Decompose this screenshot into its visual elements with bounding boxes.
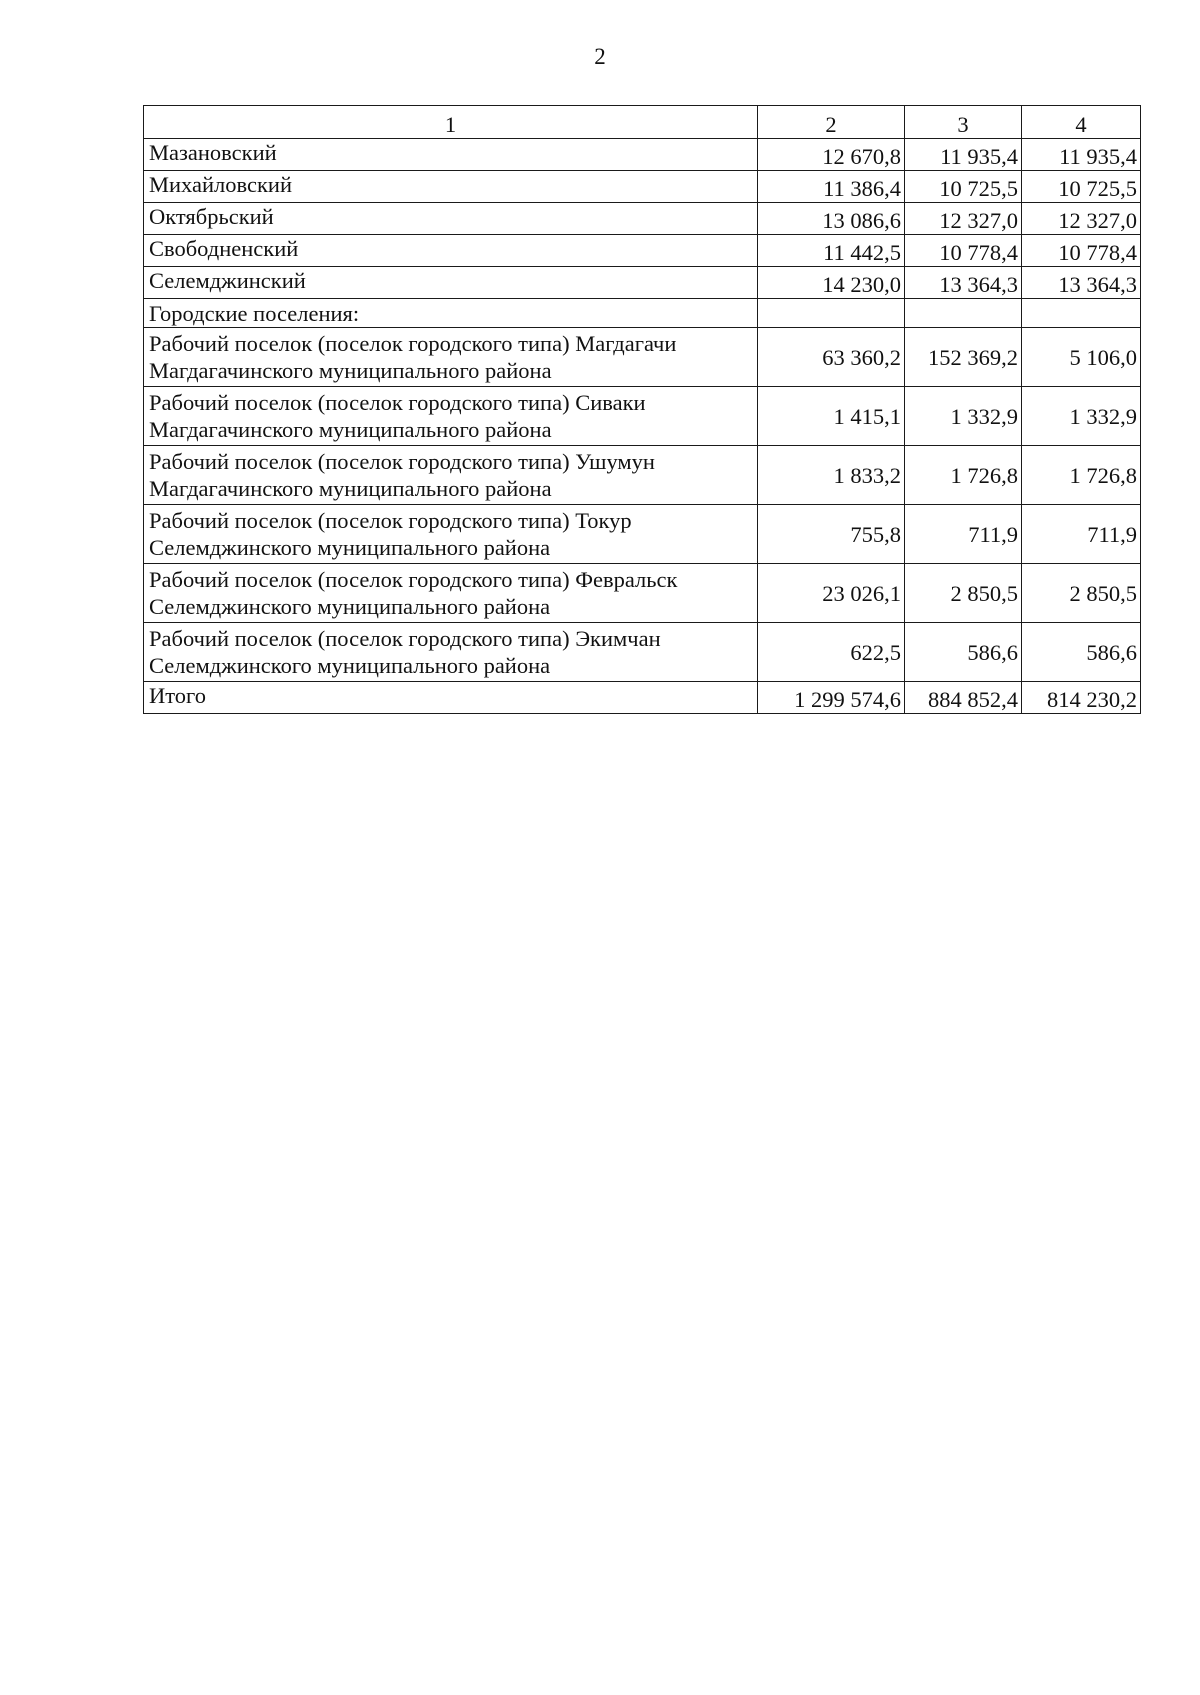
row-value-col3: 586,6	[905, 623, 1022, 682]
row-name-line1: Рабочий поселок (поселок городского типа) Ушумун	[149, 449, 655, 474]
row-value-col4: 586,6	[1022, 623, 1141, 682]
empty-cell	[905, 299, 1022, 328]
row-name: Свободненский	[144, 235, 758, 267]
group-label: Городские поселения:	[144, 299, 758, 328]
total-value-col2: 1 299 574,6	[758, 682, 905, 714]
row-value-col3: 152 369,2	[905, 328, 1022, 387]
column-header-3: 3	[905, 106, 1022, 139]
table-header-row	[144, 106, 1141, 139]
row-name: Михайловский	[144, 171, 758, 203]
total-value-col3: 884 852,4	[905, 682, 1022, 714]
row-value-col3: 12 327,0	[905, 203, 1022, 235]
table-row	[144, 505, 1141, 564]
row-value-col2: 12 670,8	[758, 139, 905, 171]
row-name	[144, 505, 758, 564]
empty-cell	[1022, 299, 1141, 328]
row-name: Мазановский	[144, 139, 758, 171]
row-name-line1: Рабочий поселок (поселок городского типа) Февральск	[149, 567, 678, 592]
table-row	[144, 235, 1141, 267]
row-value-col2: 622,5	[758, 623, 905, 682]
row-name-line2: Селемджинского муниципального района	[149, 594, 551, 619]
row-value-col3: 1 332,9	[905, 387, 1022, 446]
row-value-col2: 11 386,4	[758, 171, 905, 203]
row-name	[144, 328, 758, 387]
row-value-col4: 12 327,0	[1022, 203, 1141, 235]
row-name: Октябрьский	[144, 203, 758, 235]
row-name-line2: Магдагачинского муниципального района	[149, 417, 552, 442]
row-name-line1: Рабочий поселок (поселок городского типа) Сиваки	[149, 390, 646, 415]
row-name-line2: Магдагачинского муниципального района	[149, 358, 552, 383]
row-value-col3: 10 778,4	[905, 235, 1022, 267]
budget-table	[143, 105, 1141, 714]
row-name-line2: Селемджинского муниципального района	[149, 653, 551, 678]
row-value-col3: 13 364,3	[905, 267, 1022, 299]
row-name: Селемджинский	[144, 267, 758, 299]
row-value-col2: 1 833,2	[758, 446, 905, 505]
page-number: 2	[594, 44, 606, 69]
row-value-col2: 1 415,1	[758, 387, 905, 446]
row-value-col3: 10 725,5	[905, 171, 1022, 203]
row-value-col3: 2 850,5	[905, 564, 1022, 623]
table-row	[144, 623, 1141, 682]
table-row	[144, 564, 1141, 623]
row-value-col4: 11 935,4	[1022, 139, 1141, 171]
row-name-line2: Селемджинского муниципального района	[149, 535, 551, 560]
row-value-col2: 14 230,0	[758, 267, 905, 299]
row-name-line1: Рабочий поселок (поселок городского типа) Экимчан	[149, 626, 661, 651]
empty-cell	[758, 299, 905, 328]
total-row	[144, 682, 1141, 714]
row-value-col4: 13 364,3	[1022, 267, 1141, 299]
total-value-col4: 814 230,2	[1022, 682, 1141, 714]
row-value-col4: 5 106,0	[1022, 328, 1141, 387]
group-header-row	[144, 299, 1141, 328]
row-value-col4: 1 726,8	[1022, 446, 1141, 505]
column-header-1: 1	[144, 106, 758, 139]
table-row	[144, 139, 1141, 171]
row-value-col4: 10 725,5	[1022, 171, 1141, 203]
row-value-col4: 1 332,9	[1022, 387, 1141, 446]
row-value-col3: 11 935,4	[905, 139, 1022, 171]
row-value-col2: 11 442,5	[758, 235, 905, 267]
row-value-col3: 1 726,8	[905, 446, 1022, 505]
row-value-col2: 13 086,6	[758, 203, 905, 235]
table-row	[144, 328, 1141, 387]
row-value-col3: 711,9	[905, 505, 1022, 564]
row-value-col2: 755,8	[758, 505, 905, 564]
row-name-line1: Рабочий поселок (поселок городского типа) Магдагачи	[149, 331, 677, 356]
table-row	[144, 446, 1141, 505]
row-value-col2: 23 026,1	[758, 564, 905, 623]
row-name	[144, 446, 758, 505]
column-header-4: 4	[1022, 106, 1141, 139]
row-name-line1: Рабочий поселок (поселок городского типа) Токур	[149, 508, 632, 533]
total-label: Итого	[144, 682, 758, 714]
row-value-col2: 63 360,2	[758, 328, 905, 387]
row-name-line2: Магдагачинского муниципального района	[149, 476, 552, 501]
table-row	[144, 267, 1141, 299]
row-value-col4: 10 778,4	[1022, 235, 1141, 267]
table-row	[144, 387, 1141, 446]
row-value-col4: 711,9	[1022, 505, 1141, 564]
row-name	[144, 564, 758, 623]
column-header-2: 2	[758, 106, 905, 139]
row-name	[144, 387, 758, 446]
row-value-col4: 2 850,5	[1022, 564, 1141, 623]
row-name	[144, 623, 758, 682]
table-row	[144, 171, 1141, 203]
table-row	[144, 203, 1141, 235]
